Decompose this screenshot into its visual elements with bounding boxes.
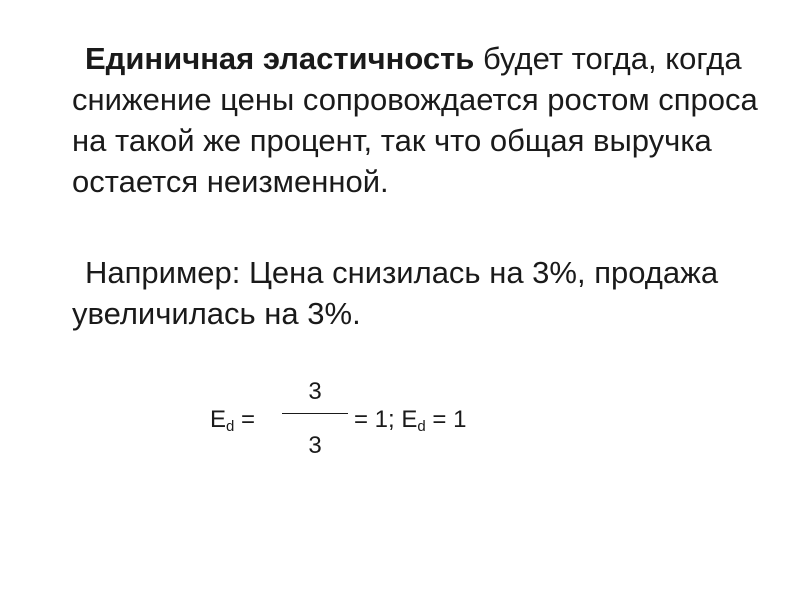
example-text: Например: Цена снизилась на 3%, продажа увеличилась на 3%.	[72, 255, 719, 331]
lhs-symbol: E	[210, 406, 227, 433]
term-unit-elasticity: Единичная эластичность	[85, 41, 475, 76]
formula-rhs	[354, 406, 466, 437]
elasticity-formula	[210, 378, 550, 468]
fraction-denominator: 3	[308, 432, 322, 459]
lhs-equals: =	[234, 406, 256, 433]
formula-lhs	[210, 406, 255, 437]
lhs-subscript: d	[226, 418, 235, 435]
fraction-numerator: 3	[308, 378, 322, 405]
rhs-part2: = 1	[425, 406, 467, 433]
definition-text: будет тогда, когда снижение цены сопровождается ростом спроса на такой же процент, так что общая выручка остается неизменной.	[72, 41, 758, 199]
rhs-subscript: d	[417, 418, 426, 435]
fraction-bar	[282, 413, 348, 414]
definition-paragraph	[72, 38, 762, 202]
example-paragraph	[72, 252, 762, 334]
rhs-part1: = 1; E	[354, 406, 418, 433]
